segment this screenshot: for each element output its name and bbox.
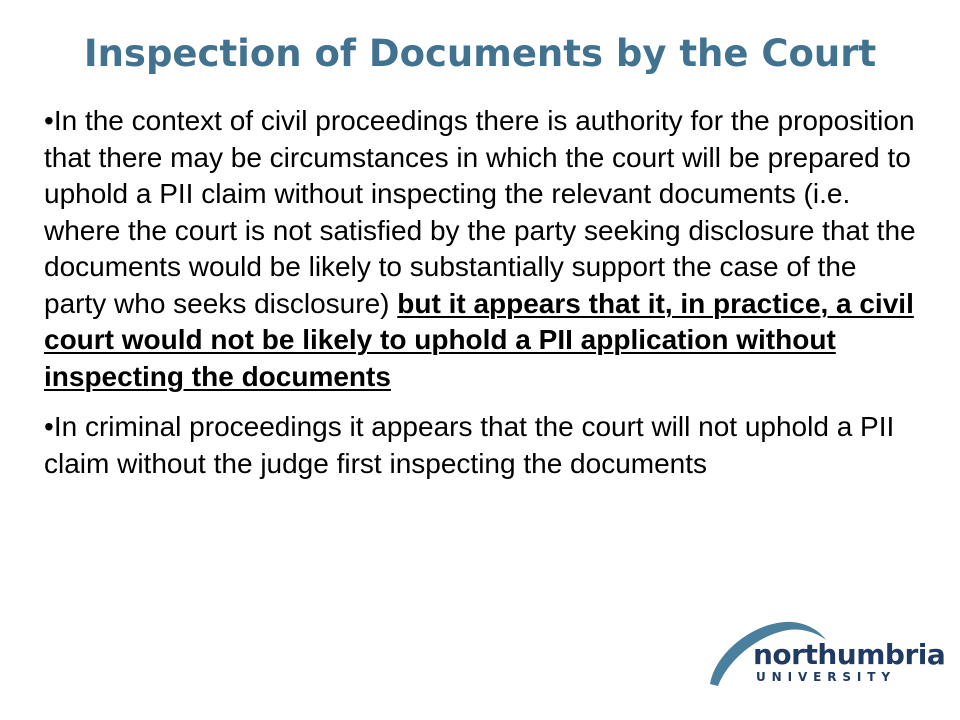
slide-title: Inspection of Documents by the Court bbox=[83, 32, 877, 75]
bullet-criminal-text: In criminal proceedings it appears that the court will not uphold a PII claim without the judge first inspecting the documents bbox=[44, 411, 895, 479]
logo-name: northumbria bbox=[753, 638, 946, 671]
bullet-civil-text: In the context of civil proceedings there is authority for the proposition that there may be circumstances in which the court will be prepared to uphold a PII claim without inspecting the relevant documents (i.e. where the court is not satisfied by the party seeking disclosure that the documents would be likely to substantially support the case of the party who seeks disclosure) bbox=[44, 105, 916, 319]
logo-subtitle: UNIVERSITY bbox=[756, 670, 896, 684]
bullet-civil-emphasis: but it appears that it, in practice, a civil court would not be likely to uphold a PII application without inspecting the documents bbox=[44, 287, 914, 392]
bullet-marker: • bbox=[44, 411, 54, 442]
northumbria-logo bbox=[706, 618, 946, 690]
bullet-criminal bbox=[44, 409, 924, 482]
bullet-civil bbox=[44, 103, 924, 395]
slide-content bbox=[44, 103, 924, 496]
bullet-marker: • bbox=[44, 105, 54, 136]
